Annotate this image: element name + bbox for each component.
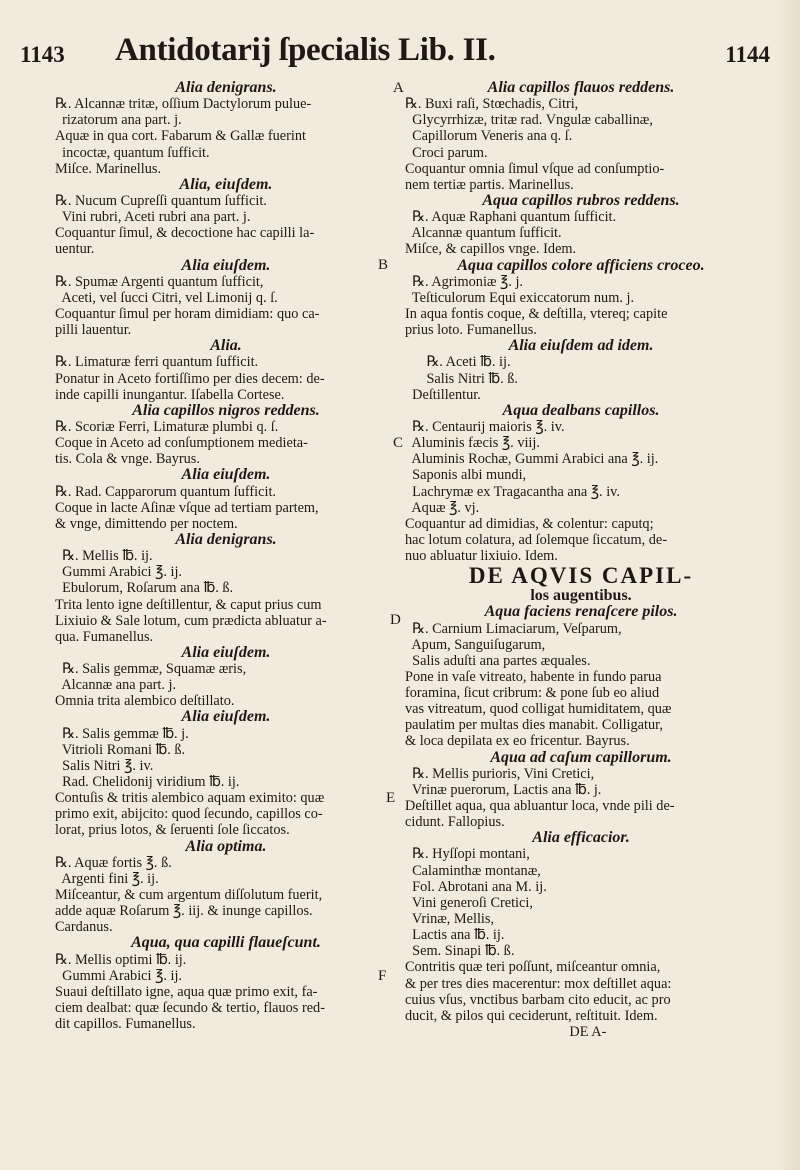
- text-line: adde aquæ Roſarum ℥. iij. & inunge capillos.: [55, 903, 313, 920]
- text-line: ℞. Limaturæ ferri quantum ſufficit.: [55, 354, 259, 371]
- text-line: ℞. Carnium Limaciarum, Veſparum,: [405, 620, 622, 637]
- text-line: Aluminis Rochæ, Gummi Arabici ana ℥. ij.: [405, 451, 659, 468]
- text-line: Coquantur omnia ſimul vſque ad conſumptio-: [405, 160, 665, 177]
- margin-letter-e: E: [386, 790, 396, 806]
- text-line: vas vitreatum, quod colligat humiditatem, quæ: [405, 701, 672, 718]
- text-line: Croci parum.: [405, 144, 488, 161]
- recipe-heading: Aqua ad caſum capillorum.: [490, 749, 672, 766]
- text-line: Coquantur ſimul per horam dimidiam: quo ca-: [55, 305, 320, 322]
- text-line: Contuſis & tritis alembico aquam eximito: quæ: [55, 790, 325, 807]
- recipe-heading: Aqua capillos rubros reddens.: [482, 192, 680, 209]
- section-title: DE AQVIS CAPIL-: [468, 564, 694, 589]
- left-column: [55, 80, 397, 1032]
- text-line: Aquæ ℥. vj.: [405, 499, 480, 516]
- text-line: ℞. Mellis purioris, Vini Cretici,: [405, 765, 595, 782]
- text-line: ℞. Agrimoniæ ℥. j.: [405, 273, 523, 290]
- margin-letter-c: C: [393, 435, 404, 451]
- text-line: Pone in vaſe vitreato, habente in fundo parua: [405, 668, 662, 685]
- text-line: Omnia trita alembico deſtillato.: [55, 693, 235, 710]
- text-line: ℞. Aceti ℔. ij.: [405, 354, 511, 371]
- recipe-heading: Alia eiuſdem.: [181, 257, 271, 274]
- recipe-heading: Alia capillos flauos reddens.: [487, 80, 675, 96]
- text-line: ℞. Aquæ Raphani quantum ſufficit.: [405, 209, 617, 226]
- text-line: nuo abluatur lixiuio. Idem.: [405, 548, 558, 565]
- recipe-heading: Aqua faciens renaſcere pilos.: [484, 604, 678, 621]
- text-line: Trita lento igne deſtillentur, & caput prius cum: [55, 596, 322, 613]
- text-line: Coquantur ſimul, & decoctione hac capilli la-: [55, 225, 315, 242]
- text-line: pilli lauentur.: [55, 322, 132, 339]
- text-line: Gummi Arabici ℥. ij.: [55, 564, 182, 581]
- text-line: primo exit, abijcito: quod ſecundo, capillos co-: [55, 806, 323, 823]
- text-line: Gummi Arabici ℥. ij.: [55, 967, 182, 984]
- text-line: Aceti, vel ſucci Citri, vel Limonij q. ſ.: [55, 289, 278, 306]
- recipe-heading: Aqua dealbans capillos.: [502, 402, 660, 419]
- text-line: nem tertiæ partis. Marinellus.: [405, 176, 574, 193]
- text-line: cidunt. Fallopius.: [405, 814, 505, 831]
- text-line: Lactis ana ℔. ij.: [405, 927, 505, 944]
- recipe-heading: Alia denigrans.: [175, 80, 277, 96]
- text-line: dit capillos. Fumanellus.: [55, 1016, 196, 1033]
- text-line: & vnge, dimittendo per noctem.: [55, 515, 238, 532]
- running-header: [20, 32, 770, 76]
- text-line: ℞. Aquæ fortis ℥. ß.: [55, 854, 172, 871]
- margin-letter-a: A: [393, 80, 404, 96]
- text-line: ℞. Nucum Cupreſſi quantum ſufficit.: [55, 192, 267, 209]
- page-edge: [778, 0, 800, 1170]
- recipe-heading: Alia denigrans.: [175, 531, 277, 548]
- margin-letter-d: D: [390, 612, 401, 628]
- text-line: Vrinæ, Mellis,: [405, 911, 495, 928]
- text-line: ℞. Hyſſopi montani,: [405, 846, 530, 863]
- text-line: Cardanus.: [55, 919, 113, 936]
- text-line: prius loto. Fumanellus.: [405, 322, 537, 339]
- text-line: lorat, prius lotos, & ſeruenti ſole ſiccatos.: [55, 822, 290, 839]
- text-line: Coque in lacte Aſinæ vſque ad tertiam partem,: [55, 499, 319, 516]
- text-line: inde capilli inungantur. Iſabella Cortese.: [55, 386, 285, 403]
- text-line: Lachrymæ ex Tragacantha ana ℥. iv.: [405, 483, 620, 500]
- text-line: Alcannæ ana part. j.: [55, 677, 177, 694]
- text-line: Ebulorum, Roſarum ana ℔. ß.: [55, 580, 234, 597]
- text-line: Coque in Aceto ad conſumptionem medieta-: [55, 435, 308, 452]
- text-line: cuius vſus, vnctibus barbam cito educit, ac pro: [405, 991, 671, 1008]
- text-line: incoctæ, quantum ſufficit.: [55, 144, 210, 161]
- text-line: ℞. Salis gemmæ ℔. j.: [55, 725, 189, 742]
- text-line: ℞. Centaurij maioris ℥. iv.: [405, 418, 565, 435]
- text-line: Glycyrrhizæ, tritæ rad. Vngulæ caballinæ,: [405, 112, 653, 129]
- margin-letter-b: B: [378, 257, 389, 273]
- text-line: DE A-: [405, 1024, 607, 1041]
- text-line: ℞. Rad. Capparorum quantum ſufficit.: [55, 483, 277, 500]
- text-line: Salis Nitri ℥. iv.: [55, 757, 154, 774]
- text-line: Aluminis fæcis ℥. viij.: [405, 435, 540, 452]
- text-line: Deſtillet aqua, qua abluantur loca, vnde pili de-: [405, 798, 675, 815]
- recipe-heading: Alia.: [210, 338, 242, 355]
- text-line: ciem dealbat: quæ ſecundo & tertio, flauos red-: [55, 1000, 325, 1017]
- page-number-left: 1143: [20, 42, 65, 67]
- margin-letter-f: F: [378, 968, 387, 984]
- text-line: Miſce. Marinellus.: [55, 160, 162, 177]
- recipe-heading: Alia eiuſdem.: [181, 467, 271, 484]
- section-title: los augentibus.: [530, 588, 632, 605]
- text-line: Saponis albi mundi,: [405, 467, 527, 484]
- recipe-heading: Aqua capillos colore afficiens croceo.: [457, 257, 705, 274]
- text-line: Vini generoſi Cretici,: [405, 894, 533, 911]
- text-line: ℞. Buxi raſi, Stœchadis, Citri,: [405, 96, 579, 113]
- text-line: Miſceantur, & cum argentum diſſolutum fuerit,: [55, 887, 323, 904]
- text-line: ℞. Alcannæ tritæ, oſſium Dactylorum pulue-: [55, 96, 312, 113]
- text-line: paulatim per multas dies manabit. Colligatur,: [405, 717, 663, 734]
- recipe-heading: Alia efficacior.: [532, 830, 630, 847]
- text-line: Salis aduſti ana partes æquales.: [405, 652, 591, 669]
- text-line: ℞. Spumæ Argenti quantum ſufficit,: [55, 273, 264, 290]
- text-line: Aquæ in qua cort. Fabarum & Gallæ fuerint: [55, 128, 306, 145]
- text-line: Deſtillentur.: [405, 386, 481, 403]
- recipe-heading: Alia eiuſdem ad idem.: [508, 338, 654, 355]
- text-line: Salis Nitri ℔. ß.: [405, 370, 518, 387]
- text-line: tis. Cola & vnge. Bayrus.: [55, 451, 200, 468]
- text-line: Apum, Sanguiſugarum,: [405, 636, 546, 653]
- text-line: Calaminthæ montanæ,: [405, 862, 541, 879]
- text-line: Sem. Sinapi ℔. ß.: [405, 943, 515, 960]
- text-line: ℞. Mellis optimi ℔. ij.: [55, 951, 187, 968]
- text-line: Capillorum Veneris ana q. ſ.: [405, 128, 573, 145]
- text-line: Vitrioli Romani ℔. ß.: [55, 741, 186, 758]
- text-line: Vini rubri, Aceti rubri ana part. j.: [55, 209, 251, 226]
- text-line: Coquantur ad dimidias, & colentur: caputq;: [405, 515, 654, 532]
- text-line: Alcannæ quantum ſufficit.: [405, 225, 562, 242]
- text-line: uentur.: [55, 241, 95, 258]
- recipe-heading: Alia capillos nigros reddens.: [132, 402, 320, 419]
- text-line: & per tres dies macerentur: mox deſtillet aqua:: [405, 975, 672, 992]
- text-line: hac lotum colatura, ad ſolemque ſiccatum, de-: [405, 531, 668, 548]
- text-line: Teſticulorum Equi exiccatorum num. j.: [405, 289, 635, 306]
- text-line: Vrinæ puerorum, Lactis ana ℔. j.: [405, 781, 602, 798]
- text-line: rizatorum ana part. j.: [55, 112, 182, 129]
- page-number-right: 1144: [725, 42, 770, 67]
- text-line: foramina, ſicut cribrum: & pone ſub eo aliud: [405, 685, 660, 702]
- text-line: Lixiuio & Sale lotum, cum prædicta abluatur a-: [55, 612, 327, 629]
- recipe-heading: Alia eiuſdem.: [181, 709, 271, 726]
- text-line: ℞. Salis gemmæ, Squamæ æris,: [55, 661, 247, 678]
- recipe-heading: Alia optima.: [185, 838, 267, 855]
- text-line: In aqua fontis coque, & deſtilla, vtereq; capite: [405, 305, 668, 322]
- running-title: Antidotarij ſpecialis Lib. II.: [115, 32, 496, 68]
- text-line: Miſce, & capillos vnge. Idem.: [405, 241, 577, 258]
- recipe-heading: Alia eiuſdem.: [181, 644, 271, 661]
- right-column: [405, 80, 757, 1040]
- recipe-heading: Aqua, qua capilli flaueſcunt.: [131, 935, 321, 952]
- text-line: & loca depilata ex eo fricentur. Bayrus.: [405, 733, 630, 750]
- text-line: Rad. Chelidonij viridium ℔. ij.: [55, 774, 240, 791]
- text-line: ℞. Scoriæ Ferri, Limaturæ plumbi q. ſ.: [55, 418, 279, 435]
- text-line: Argenti fini ℥. ij.: [55, 870, 159, 887]
- text-line: qua. Fumanellus.: [55, 628, 154, 645]
- text-line: Contritis quæ teri poſſunt, miſceantur omnia,: [405, 959, 661, 976]
- text-line: ℞. Mellis ℔. ij.: [55, 548, 153, 565]
- text-line: Suaui deſtillato igne, aqua quæ primo exit, fa-: [55, 983, 318, 1000]
- text-line: Fol. Abrotani ana M. ij.: [405, 878, 547, 895]
- recipe-heading: Alia, eiuſdem.: [179, 176, 273, 193]
- text-line: ducit, & pilos qui ceciderunt, reſtituit. Idem.: [405, 1007, 658, 1024]
- text-line: Ponatur in Aceto fortiſſimo per dies decem: de-: [55, 370, 325, 387]
